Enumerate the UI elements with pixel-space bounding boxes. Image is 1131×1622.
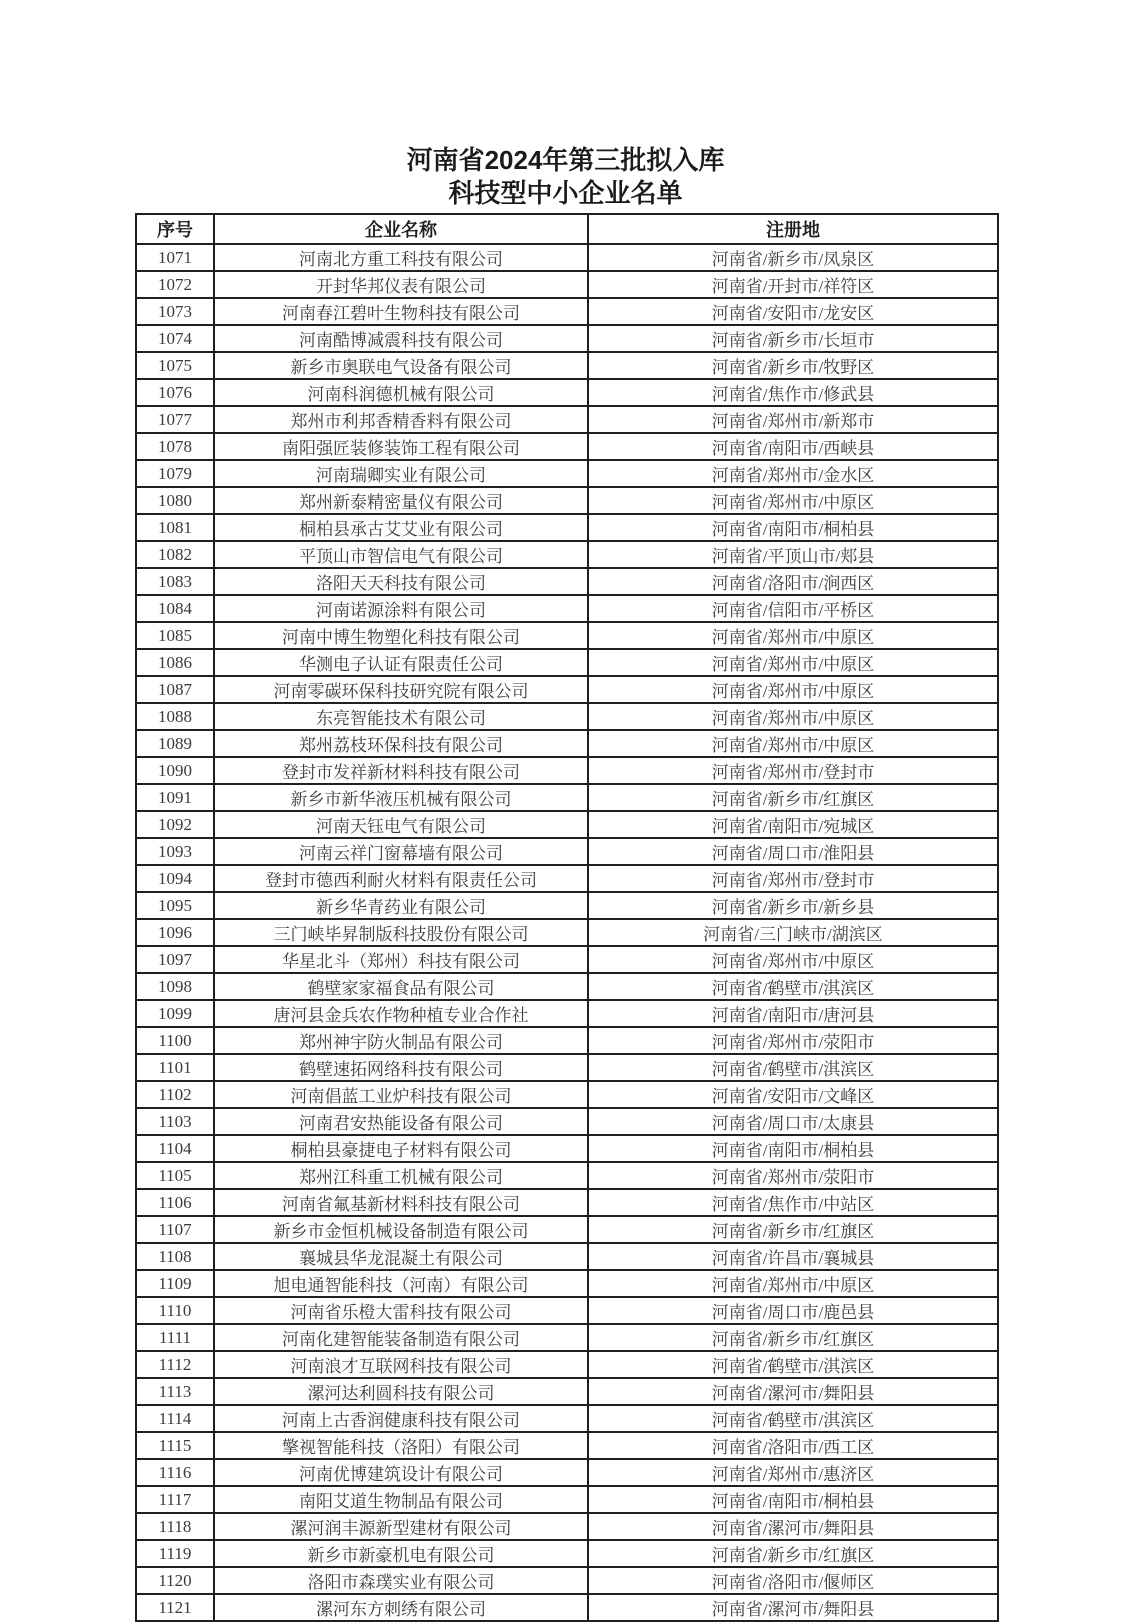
serial-number-cell: 1082 — [136, 541, 214, 568]
table-row — [136, 1378, 998, 1405]
company-name-cell: 河南省乐橙大雷科技有限公司 — [214, 1297, 588, 1324]
table-header-row — [136, 214, 998, 244]
serial-number-cell: 1081 — [136, 514, 214, 541]
table-row — [136, 1405, 998, 1432]
serial-number-cell: 1102 — [136, 1081, 214, 1108]
company-name-cell: 登封市德西利耐火材料有限责任公司 — [214, 865, 588, 892]
registration-place-cell: 河南省/郑州市/中原区 — [588, 622, 998, 649]
company-name-cell: 洛阳市森璞实业有限公司 — [214, 1567, 588, 1594]
company-name-cell: 漯河东方刺绣有限公司 — [214, 1594, 588, 1621]
serial-number-cell: 1121 — [136, 1594, 214, 1621]
company-name-cell: 河南中博生物塑化科技有限公司 — [214, 622, 588, 649]
table-row — [136, 1270, 998, 1297]
registration-place-cell: 河南省/郑州市/中原区 — [588, 649, 998, 676]
company-table — [135, 213, 999, 1622]
table-row — [136, 946, 998, 973]
serial-number-cell: 1110 — [136, 1297, 214, 1324]
table-row — [136, 1243, 998, 1270]
table-row — [136, 379, 998, 406]
serial-number-cell: 1097 — [136, 946, 214, 973]
table-row — [136, 1189, 998, 1216]
serial-number-cell: 1087 — [136, 676, 214, 703]
table-row — [136, 730, 998, 757]
table-row — [136, 487, 998, 514]
serial-number-cell: 1084 — [136, 595, 214, 622]
serial-number-cell: 1104 — [136, 1135, 214, 1162]
company-name-cell: 襄城县华龙混凝土有限公司 — [214, 1243, 588, 1270]
table-row — [136, 865, 998, 892]
company-name-cell: 河南零碳环保科技研究院有限公司 — [214, 676, 588, 703]
registration-place-cell: 河南省/新乡市/红旗区 — [588, 1540, 998, 1567]
company-name-cell: 河南瑞卿实业有限公司 — [214, 460, 588, 487]
registration-place-cell: 河南省/周口市/太康县 — [588, 1108, 998, 1135]
serial-number-cell: 1118 — [136, 1513, 214, 1540]
registration-place-cell: 河南省/郑州市/中原区 — [588, 487, 998, 514]
table-row — [136, 1054, 998, 1081]
serial-number-cell: 1109 — [136, 1270, 214, 1297]
serial-number-cell: 1106 — [136, 1189, 214, 1216]
registration-place-cell: 河南省/安阳市/龙安区 — [588, 298, 998, 325]
serial-number-cell: 1089 — [136, 730, 214, 757]
title-line-2: 科技型中小企业名单 — [448, 178, 683, 208]
company-name-cell: 桐柏县承古艾艾业有限公司 — [214, 514, 588, 541]
registration-place-cell: 河南省/郑州市/荥阳市 — [588, 1162, 998, 1189]
registration-place-cell: 河南省/南阳市/桐柏县 — [588, 1486, 998, 1513]
registration-place-cell: 河南省/洛阳市/涧西区 — [588, 568, 998, 595]
serial-number-cell: 1103 — [136, 1108, 214, 1135]
registration-place-cell: 河南省/安阳市/文峰区 — [588, 1081, 998, 1108]
table-row — [136, 1594, 998, 1621]
table-row — [136, 811, 998, 838]
company-name-cell: 擎视智能科技（洛阳）有限公司 — [214, 1432, 588, 1459]
header-serial-number: 序号 — [136, 214, 214, 244]
company-name-cell: 旭电通智能科技（河南）有限公司 — [214, 1270, 588, 1297]
registration-place-cell: 河南省/新乡市/红旗区 — [588, 1216, 998, 1243]
registration-place-cell: 河南省/洛阳市/西工区 — [588, 1432, 998, 1459]
registration-place-cell: 河南省/平顶山市/郏县 — [588, 541, 998, 568]
registration-place-cell: 河南省/新乡市/牧野区 — [588, 352, 998, 379]
table-row — [136, 1297, 998, 1324]
table-row — [136, 838, 998, 865]
registration-place-cell: 河南省/南阳市/桐柏县 — [588, 1135, 998, 1162]
serial-number-cell: 1111 — [136, 1324, 214, 1351]
registration-place-cell: 河南省/三门峡市/湖滨区 — [588, 919, 998, 946]
title-line-1: 河南省2024年第三批拟入库 — [406, 145, 725, 175]
serial-number-cell: 1076 — [136, 379, 214, 406]
registration-place-cell: 河南省/鹤壁市/淇滨区 — [588, 973, 998, 1000]
serial-number-cell: 1096 — [136, 919, 214, 946]
company-name-cell: 平顶山市智信电气有限公司 — [214, 541, 588, 568]
serial-number-cell: 1098 — [136, 973, 214, 1000]
table-row — [136, 1567, 998, 1594]
registration-place-cell: 河南省/周口市/鹿邑县 — [588, 1297, 998, 1324]
company-name-cell: 郑州荔枝环保科技有限公司 — [214, 730, 588, 757]
table-row — [136, 1324, 998, 1351]
serial-number-cell: 1085 — [136, 622, 214, 649]
serial-number-cell: 1099 — [136, 1000, 214, 1027]
table-row — [136, 271, 998, 298]
serial-number-cell: 1077 — [136, 406, 214, 433]
company-name-cell: 唐河县金兵农作物种植专业合作社 — [214, 1000, 588, 1027]
registration-place-cell: 河南省/郑州市/登封市 — [588, 757, 998, 784]
table-row — [136, 1162, 998, 1189]
registration-place-cell: 河南省/新乡市/红旗区 — [588, 784, 998, 811]
serial-number-cell: 1088 — [136, 703, 214, 730]
table-row — [136, 1432, 998, 1459]
company-name-cell: 鹤壁家家福食品有限公司 — [214, 973, 588, 1000]
company-name-cell: 三门峡毕昇制版科技股份有限公司 — [214, 919, 588, 946]
company-name-cell: 河南省氟基新材料科技有限公司 — [214, 1189, 588, 1216]
table-row — [136, 973, 998, 1000]
registration-place-cell: 河南省/郑州市/中原区 — [588, 703, 998, 730]
registration-place-cell: 河南省/焦作市/中站区 — [588, 1189, 998, 1216]
registration-place-cell: 河南省/郑州市/登封市 — [588, 865, 998, 892]
company-name-cell: 登封市发祥新材料科技有限公司 — [214, 757, 588, 784]
table-row — [136, 1513, 998, 1540]
registration-place-cell: 河南省/漯河市/舞阳县 — [588, 1513, 998, 1540]
table-row — [136, 757, 998, 784]
company-name-cell: 河南北方重工科技有限公司 — [214, 244, 588, 271]
company-name-cell: 郑州江科重工机械有限公司 — [214, 1162, 588, 1189]
table-row — [136, 784, 998, 811]
serial-number-cell: 1083 — [136, 568, 214, 595]
table-row — [136, 1000, 998, 1027]
company-name-cell: 河南诺源涂料有限公司 — [214, 595, 588, 622]
table-row — [136, 568, 998, 595]
serial-number-cell: 1086 — [136, 649, 214, 676]
company-name-cell: 东亮智能技术有限公司 — [214, 703, 588, 730]
table-row — [136, 1351, 998, 1378]
table-row — [136, 892, 998, 919]
company-name-cell: 南阳强匠装修装饰工程有限公司 — [214, 433, 588, 460]
table-row — [136, 298, 998, 325]
serial-number-cell: 1112 — [136, 1351, 214, 1378]
table-row — [136, 1027, 998, 1054]
company-name-cell: 新乡市金恒机械设备制造有限公司 — [214, 1216, 588, 1243]
serial-number-cell: 1079 — [136, 460, 214, 487]
registration-place-cell: 河南省/周口市/淮阳县 — [588, 838, 998, 865]
table-row — [136, 433, 998, 460]
registration-place-cell: 河南省/漯河市/舞阳县 — [588, 1378, 998, 1405]
table-row — [136, 649, 998, 676]
company-name-cell: 新乡市新豪机电有限公司 — [214, 1540, 588, 1567]
company-name-cell: 新乡市新华液压机械有限公司 — [214, 784, 588, 811]
serial-number-cell: 1107 — [136, 1216, 214, 1243]
registration-place-cell: 河南省/南阳市/宛城区 — [588, 811, 998, 838]
registration-place-cell: 河南省/南阳市/唐河县 — [588, 1000, 998, 1027]
company-name-cell: 漯河润丰源新型建材有限公司 — [214, 1513, 588, 1540]
company-name-cell: 河南天钰电气有限公司 — [214, 811, 588, 838]
serial-number-cell: 1072 — [136, 271, 214, 298]
serial-number-cell: 1105 — [136, 1162, 214, 1189]
table-row — [136, 352, 998, 379]
registration-place-cell: 河南省/南阳市/桐柏县 — [588, 514, 998, 541]
company-name-cell: 河南浪才互联网科技有限公司 — [214, 1351, 588, 1378]
registration-place-cell: 河南省/鹤壁市/淇滨区 — [588, 1351, 998, 1378]
table-row — [136, 1540, 998, 1567]
table-row — [136, 406, 998, 433]
table-row — [136, 244, 998, 271]
header-company-name: 企业名称 — [214, 214, 588, 244]
company-name-cell: 河南君安热能设备有限公司 — [214, 1108, 588, 1135]
serial-number-cell: 1090 — [136, 757, 214, 784]
company-name-cell: 郑州新泰精密量仪有限公司 — [214, 487, 588, 514]
company-name-cell: 漯河达利圆科技有限公司 — [214, 1378, 588, 1405]
registration-place-cell: 河南省/郑州市/中原区 — [588, 730, 998, 757]
company-name-cell: 华测电子认证有限责任公司 — [214, 649, 588, 676]
serial-number-cell: 1075 — [136, 352, 214, 379]
registration-place-cell: 河南省/漯河市/舞阳县 — [588, 1594, 998, 1621]
serial-number-cell: 1117 — [136, 1486, 214, 1513]
serial-number-cell: 1073 — [136, 298, 214, 325]
registration-place-cell: 河南省/郑州市/荥阳市 — [588, 1027, 998, 1054]
document-title — [0, 144, 1131, 210]
company-name-cell: 河南酷博减震科技有限公司 — [214, 325, 588, 352]
company-name-cell: 桐柏县豪捷电子材料有限公司 — [214, 1135, 588, 1162]
registration-place-cell: 河南省/新乡市/长垣市 — [588, 325, 998, 352]
table-row — [136, 703, 998, 730]
table-row — [136, 541, 998, 568]
registration-place-cell: 河南省/郑州市/中原区 — [588, 1270, 998, 1297]
registration-place-cell: 河南省/郑州市/金水区 — [588, 460, 998, 487]
serial-number-cell: 1114 — [136, 1405, 214, 1432]
serial-number-cell: 1100 — [136, 1027, 214, 1054]
registration-place-cell: 河南省/新乡市/新乡县 — [588, 892, 998, 919]
table-row — [136, 1081, 998, 1108]
table-row — [136, 1108, 998, 1135]
serial-number-cell: 1080 — [136, 487, 214, 514]
company-name-cell: 河南优博建筑设计有限公司 — [214, 1459, 588, 1486]
table-row — [136, 676, 998, 703]
registration-place-cell: 河南省/信阳市/平桥区 — [588, 595, 998, 622]
registration-place-cell: 河南省/鹤壁市/淇滨区 — [588, 1405, 998, 1432]
serial-number-cell: 1078 — [136, 433, 214, 460]
registration-place-cell: 河南省/新乡市/凤泉区 — [588, 244, 998, 271]
company-name-cell: 郑州市利邦香精香料有限公司 — [214, 406, 588, 433]
header-registration-place: 注册地 — [588, 214, 998, 244]
serial-number-cell: 1120 — [136, 1567, 214, 1594]
serial-number-cell: 1094 — [136, 865, 214, 892]
serial-number-cell: 1115 — [136, 1432, 214, 1459]
registration-place-cell: 河南省/开封市/祥符区 — [588, 271, 998, 298]
table-row — [136, 325, 998, 352]
company-name-cell: 开封华邦仪表有限公司 — [214, 271, 588, 298]
table-row — [136, 460, 998, 487]
company-name-cell: 河南上古香润健康科技有限公司 — [214, 1405, 588, 1432]
company-name-cell: 新乡市奥联电气设备有限公司 — [214, 352, 588, 379]
company-name-cell: 南阳艾道生物制品有限公司 — [214, 1486, 588, 1513]
serial-number-cell: 1092 — [136, 811, 214, 838]
table-row — [136, 1459, 998, 1486]
company-name-cell: 河南化建智能装备制造有限公司 — [214, 1324, 588, 1351]
serial-number-cell: 1108 — [136, 1243, 214, 1270]
serial-number-cell: 1091 — [136, 784, 214, 811]
serial-number-cell: 1113 — [136, 1378, 214, 1405]
serial-number-cell: 1074 — [136, 325, 214, 352]
serial-number-cell: 1116 — [136, 1459, 214, 1486]
registration-place-cell: 河南省/洛阳市/偃师区 — [588, 1567, 998, 1594]
company-name-cell: 郑州神宇防火制品有限公司 — [214, 1027, 588, 1054]
company-name-cell: 河南云祥门窗幕墙有限公司 — [214, 838, 588, 865]
table-row — [136, 595, 998, 622]
table-row — [136, 1216, 998, 1243]
company-name-cell: 华星北斗（郑州）科技有限公司 — [214, 946, 588, 973]
company-name-cell: 河南春江碧叶生物科技有限公司 — [214, 298, 588, 325]
table-row — [136, 622, 998, 649]
company-name-cell: 河南倡蓝工业炉科技有限公司 — [214, 1081, 588, 1108]
table-row — [136, 514, 998, 541]
serial-number-cell: 1119 — [136, 1540, 214, 1567]
registration-place-cell: 河南省/焦作市/修武县 — [588, 379, 998, 406]
company-name-cell: 鹤壁速拓网络科技有限公司 — [214, 1054, 588, 1081]
registration-place-cell: 河南省/新乡市/红旗区 — [588, 1324, 998, 1351]
registration-place-cell: 河南省/南阳市/西峡县 — [588, 433, 998, 460]
table-row — [136, 1486, 998, 1513]
company-name-cell: 洛阳天天科技有限公司 — [214, 568, 588, 595]
serial-number-cell: 1095 — [136, 892, 214, 919]
table-row — [136, 1135, 998, 1162]
registration-place-cell: 河南省/鹤壁市/淇滨区 — [588, 1054, 998, 1081]
registration-place-cell: 河南省/许昌市/襄城县 — [588, 1243, 998, 1270]
company-name-cell: 新乡华青药业有限公司 — [214, 892, 588, 919]
registration-place-cell: 河南省/郑州市/惠济区 — [588, 1459, 998, 1486]
serial-number-cell: 1071 — [136, 244, 214, 271]
registration-place-cell: 河南省/郑州市/中原区 — [588, 946, 998, 973]
company-name-cell: 河南科润德机械有限公司 — [214, 379, 588, 406]
serial-number-cell: 1093 — [136, 838, 214, 865]
table-row — [136, 919, 998, 946]
serial-number-cell: 1101 — [136, 1054, 214, 1081]
registration-place-cell: 河南省/郑州市/中原区 — [588, 676, 998, 703]
registration-place-cell: 河南省/郑州市/新郑市 — [588, 406, 998, 433]
table-body — [136, 244, 998, 1621]
